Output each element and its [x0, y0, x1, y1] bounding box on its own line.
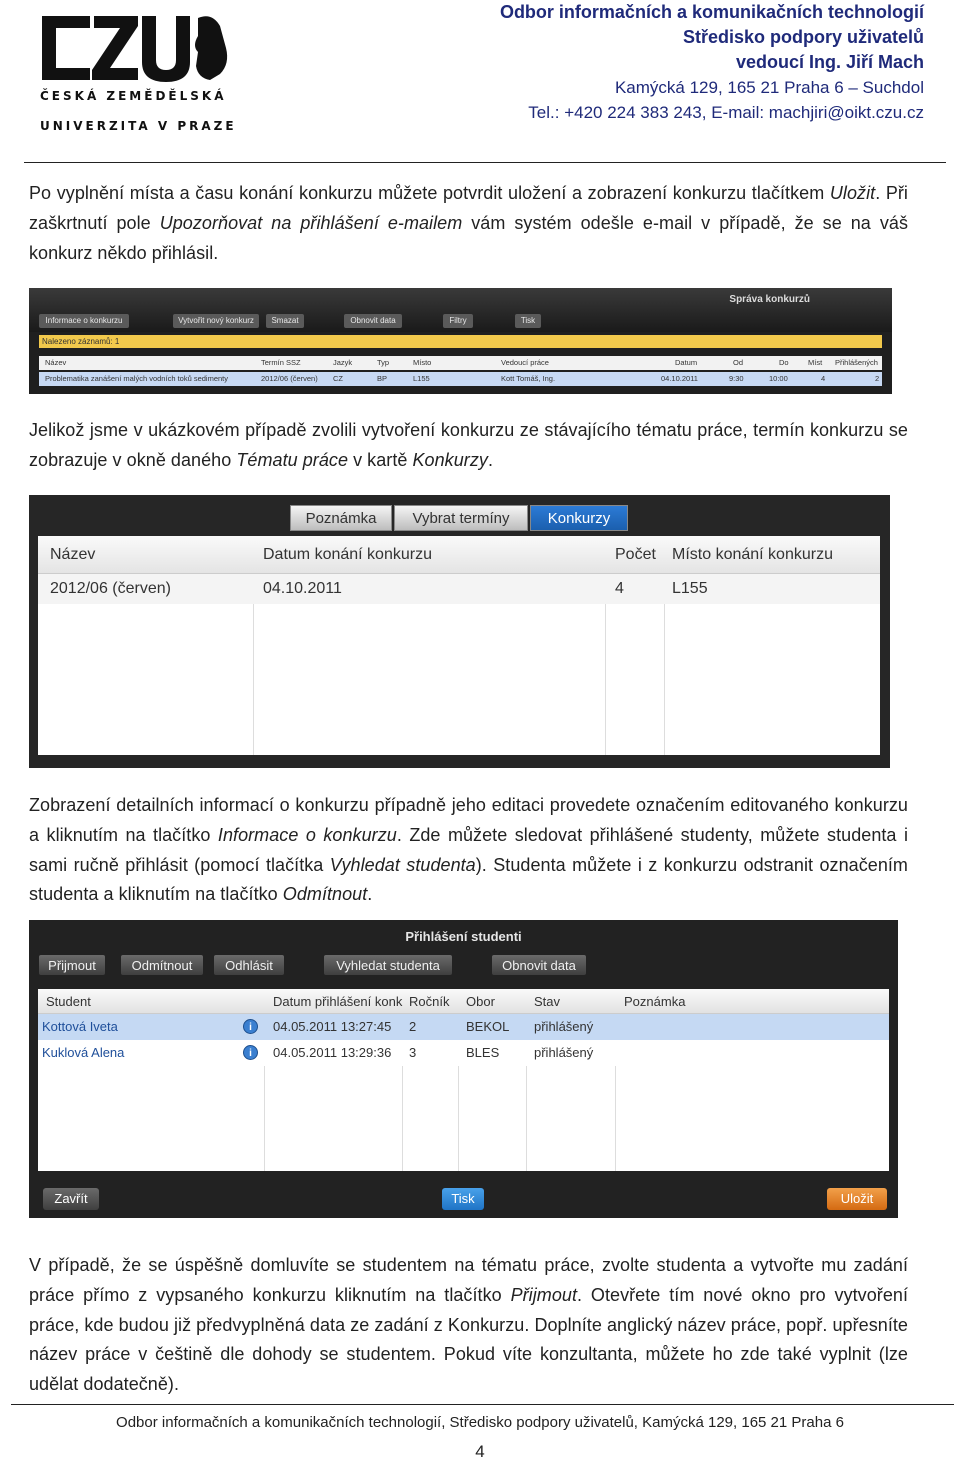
records-found-bar: Nalezeno záznamů: 1	[39, 335, 882, 348]
paragraph-2: Jelikož jsme v ukázkovém případě zvolili vytvoření konkurzu ze stávajícího tématu práce, termín konkurzu se zobrazuje v okně daného Tématu práce v kartě Konkurzy.	[29, 420, 908, 470]
paragraph-3: Zobrazení detailních informací o konkurzu případně jeho editaci provedete označením editovaného konkurzu a kliknutím na tlačítko Informace o konkurzu. Zde můžete sledovat přihlášené studenty, můžete studenta i sami ručně přihlásit (pomocí tlačítka Vyhledat studenta). Studenta můžete i z konkurzu odstranit označením studenta a kliknutím na tlačítko Odmítnout.	[29, 795, 908, 905]
cell-year: 2	[409, 1019, 417, 1034]
header-divider	[24, 162, 946, 163]
new-contest-button[interactable]: Vytvořit nový konkurz	[173, 314, 259, 328]
col-seats[interactable]: Míst	[808, 358, 823, 367]
col-term[interactable]: Termín SSZ	[261, 358, 301, 367]
info-icon[interactable]: i	[243, 1019, 258, 1034]
contest-info-button[interactable]: Informace o konkurzu	[39, 314, 129, 328]
col-count[interactable]: Počet	[615, 546, 656, 563]
contest-management-screenshot	[29, 288, 892, 394]
paragraph-4: V případě, že se úspěšně domluvíte se studentem na tématu práce, zvolte studenta a vytvořte mu zadání práce přímo z vypsaného konkurzu kliknutím na tlačítko Přijmout. Otevřete tím nové okno pro vytvoření práce, kde budou již předvyplněná data ze zadání z Konkurzu. Doplníte anglický název práce, popř. upřesníte název práce v češtině dle dohody se studentem. Pokud víte konzultanta, můžete ho zde také vyplnit (lze udělat dodatečně).	[29, 1255, 908, 1395]
reject-button[interactable]: Odmítnout	[120, 954, 204, 976]
cell-contest-date: 04.10.2011	[263, 580, 342, 597]
tab-note[interactable]: Poznámka	[290, 505, 392, 531]
col-student[interactable]: Student	[46, 994, 91, 1009]
col-contest-date[interactable]: Datum konání konkurzu	[263, 546, 432, 563]
cell-student: Kottová Iveta	[42, 1019, 118, 1034]
contests-grid	[38, 536, 880, 755]
cell-field: BEKOL	[466, 1019, 510, 1034]
cell-status: přihlášený	[534, 1045, 594, 1060]
contest-table-header	[39, 356, 882, 370]
col-type[interactable]: Typ	[377, 358, 390, 367]
cell-field: BLES	[466, 1045, 500, 1060]
col-place[interactable]: Místo	[413, 358, 432, 367]
table-row[interactable]	[38, 1040, 889, 1066]
col-date[interactable]: Datum	[675, 358, 698, 367]
contests-grid-header	[38, 536, 880, 574]
col-language[interactable]: Jazyk	[333, 358, 353, 367]
table-row[interactable]	[38, 574, 880, 604]
cell-registered: 2	[875, 374, 880, 383]
page-number: 4	[475, 1442, 485, 1461]
svg-text:ČESKÁ ZEMĚDĚLSKÁ: ČESKÁ ZEMĚDĚLSKÁ	[40, 89, 227, 103]
cell-status: přihlášený	[534, 1019, 594, 1034]
col-name[interactable]: Název	[50, 546, 96, 563]
header-address: Kamýcká 129, 165 21 Praha 6 – Suchdol	[614, 78, 924, 97]
delete-button[interactable]: Smazat	[266, 314, 304, 328]
find-student-button[interactable]: Vyhledat studenta	[323, 954, 453, 976]
header-department: Odbor informačních a komunikačních technologií	[499, 2, 924, 22]
tab-contests[interactable]: Konkurzy	[530, 505, 628, 531]
col-field[interactable]: Obor	[466, 994, 495, 1009]
table-row[interactable]	[39, 372, 882, 386]
cell-registration-date: 04.05.2011 13:29:36	[273, 1045, 392, 1060]
cell-name: 2012/06 (červen)	[50, 580, 171, 597]
cell-term: 2012/06 (červen)	[261, 374, 318, 383]
cell-seats: 4	[821, 374, 826, 383]
col-registered[interactable]: Přihlášených	[835, 358, 878, 367]
cell-from: 9:30	[729, 374, 744, 383]
close-button[interactable]: Zavřít	[43, 1188, 99, 1210]
cell-student: Kuklová Alena	[42, 1045, 125, 1060]
unregister-button[interactable]: Odhlásit	[213, 954, 285, 976]
cell-place: L155	[413, 374, 430, 383]
header-phone-email: Tel.: +420 224 383 243, E-mail: machjiri@oikt.czu.cz	[528, 103, 924, 122]
tab-select-dates[interactable]: Vybrat termíny	[394, 505, 528, 531]
table-row[interactable]	[38, 1014, 889, 1040]
col-to[interactable]: Do	[779, 358, 789, 367]
czu-logo	[38, 8, 242, 136]
filters-button[interactable]: Filtry	[443, 314, 473, 328]
cell-year: 3	[409, 1045, 417, 1060]
print-button[interactable]: Tisk	[515, 314, 541, 328]
header-head: vedoucí Ing. Jiří Mach	[735, 52, 924, 72]
students-grid-header	[38, 989, 889, 1014]
cell-to: 10:00	[769, 374, 788, 383]
col-contest-place[interactable]: Místo konání konkurzu	[672, 546, 833, 563]
cell-date: 04.10.2011	[661, 374, 698, 383]
students-grid	[38, 989, 889, 1171]
cell-contest-place: L155	[672, 580, 708, 597]
refresh-button[interactable]: Obnovit data	[344, 314, 402, 328]
cell-type: BP	[377, 374, 388, 383]
save-button[interactable]: Uložit	[827, 1188, 887, 1210]
col-status[interactable]: Stav	[534, 994, 561, 1009]
cell-supervisor: Kott Tomáš, Ing.	[501, 374, 556, 383]
col-supervisor[interactable]: Vedoucí práce	[501, 358, 549, 367]
footer-divider	[11, 1404, 954, 1405]
footer-text: Odbor informačních a komunikačních technologií, Středisko podpory uživatelů, Kamýcká 129, 165 21 Praha 6	[116, 1414, 844, 1431]
col-year[interactable]: Ročník	[409, 994, 450, 1009]
cell-registration-date: 04.05.2011 13:27:45	[273, 1019, 392, 1034]
cell-language: CZ	[333, 374, 343, 383]
registered-students-screenshot	[29, 920, 898, 1218]
col-note[interactable]: Poznámka	[624, 994, 686, 1009]
accept-button[interactable]: Přijmout	[38, 954, 106, 976]
col-from[interactable]: Od	[733, 358, 744, 367]
cell-count: 4	[615, 580, 624, 597]
info-icon[interactable]: i	[243, 1045, 258, 1060]
contest-management-title: Správa konkurzů	[729, 294, 810, 305]
topic-contests-screenshot	[29, 495, 890, 768]
header-contact	[500, 0, 924, 125]
svg-text:UNIVERZITA V PRAZE: UNIVERZITA V PRAZE	[40, 119, 237, 133]
cell-name: Problematika zanášení malých vodních toků sedimenty	[45, 374, 229, 383]
refresh-button[interactable]: Obnovit data	[491, 954, 587, 976]
col-registration-date[interactable]: Datum přihlášení konk	[273, 994, 403, 1009]
header-center: Středisko podpory uživatelů	[682, 27, 924, 47]
paragraph-1: Po vyplnění místa a času konání konkurzu můžete potvrdit uložení a zobrazení konkurzu tlačítkem Uložit. Při zaškrtnutí pole Upozorňovat na přihlášení e-mailem vám systém odešle e-mail v případě, že se na váš konkurz někdo přihlásil.	[29, 183, 908, 263]
print-button[interactable]: Tisk	[442, 1188, 484, 1210]
col-name[interactable]: Název	[45, 358, 67, 367]
registered-students-title: Přihlášení studenti	[405, 929, 522, 944]
